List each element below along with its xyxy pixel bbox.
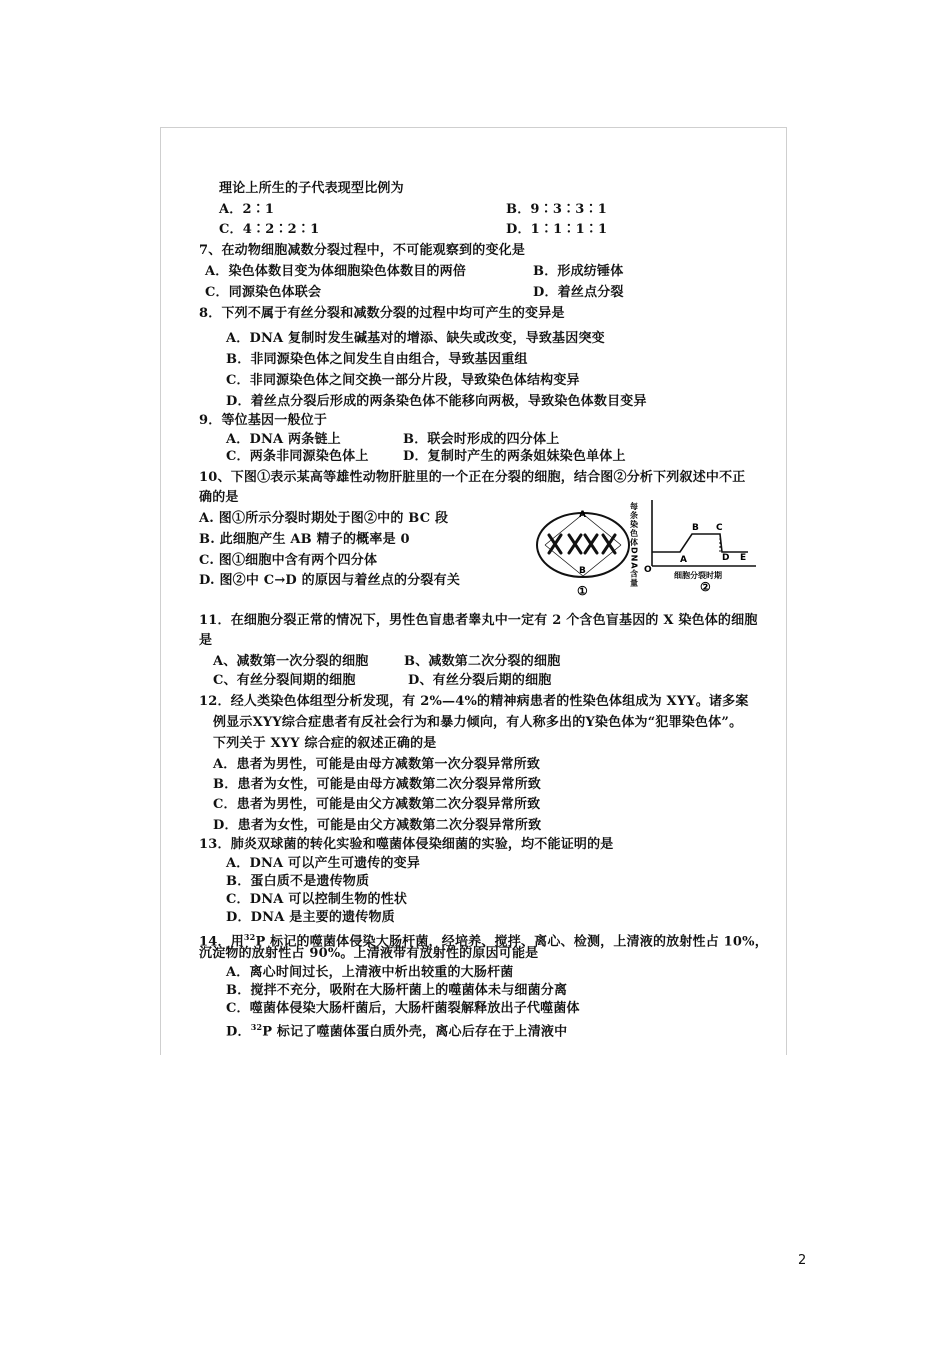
q6-option-b: B．9∶3∶3∶1 [506,202,607,217]
figure2-origin-label: O [644,565,652,575]
q13-option-b: B．蛋白质不是遗传物质 [226,874,370,889]
q13-option-a: A．DNA 可以产生可遗传的变异 [226,856,421,871]
page-number: 2 [798,1253,807,1268]
figure2-y-axis-label: 每条染色体DNA含量 [630,502,639,588]
q9-option-c: C．两条非同源染色体上 [226,449,369,464]
q7-stem: 7、在动物细胞减数分裂过程中，不可能观察到的变化是 [199,243,526,258]
figure1-label-a: A [579,510,586,520]
figure2-point-a: A [680,555,687,565]
q8-stem: 8．下列不属于有丝分裂和减数分裂的过程中均可产生的变异是 [199,306,565,321]
cell-division-figure-1 [535,507,631,599]
q12-option-d: D．患者为女性，可能是由父方减数第二次分裂异常所致 [213,818,542,833]
q14-stem-text: P 标记的噬菌体侵染大肠杆菌，经培养、搅拌、离心、检测，上清液的放射性占 10%， [255,934,768,950]
q12-stem: 12．经人类染色体组型分析发现，有 2%—4%的精神病患者的性染色体组成为 XYY。诸多案 [199,694,749,709]
figure2-point-e: E [740,553,747,563]
q14-stem-prefix: 14．用 [199,934,244,950]
dna-content-chart-figure-2 [630,494,760,594]
q13-option-d: D．DNA 是主要的遗传物质 [226,910,395,925]
q10-option-a: A. 图①所示分裂时期处于图②中的 BC 段 [199,511,449,526]
q8-option-c: C．非同源染色体之间交换一部分片段，导致染色体结构变异 [226,373,580,388]
q11-stem-continued: 是 [199,633,213,648]
q13-stem: 13．肺炎双球菌的转化实验和噬菌体侵染细菌的实验，均不能证明的是 [199,837,614,852]
q6-stem-continued: 理论上所生的子代表现型比例为 [219,181,404,196]
q9-option-a: A．DNA 两条链上 [226,432,341,447]
q14-stem-continued: 沉淀物的放射性占 90%。上清液带有放射性的原因可能是 [199,946,539,961]
q14-option-b: B．搅拌不充分，吸附在大肠杆菌上的噬菌体未与细菌分离 [226,983,568,998]
q12-option-a: A．患者为男性，可能是由母方减数第一次分裂异常所致 [213,757,541,772]
q13-option-c: C．DNA 可以控制生物的性状 [226,892,408,907]
q11-option-d: D、有丝分裂后期的细胞 [408,673,552,688]
figure2-point-b: B [692,523,699,533]
q10-stem: 10、下图①表示某高等雄性动物肝脏里的一个正在分裂的细胞，结合图②分析下列叙述中不正 [199,470,746,485]
q12-option-b: B．患者为女性，可能是由母方减数第二次分裂异常所致 [213,777,541,792]
q6-option-c: C．4∶2∶2∶1 [219,222,320,237]
q12-stem-continued: 例显示XYY综合症患者有反社会行为和暴力倾向，有人称多出的Y染色体为“犯罪染色体”。 [213,715,743,730]
q14-option-d-prefix: D． [226,1024,251,1040]
q14-isotope-superscript: 32 [243,932,256,942]
figure2-caption: ② [700,580,711,594]
q10-option-c: C. 图①细胞中含有两个四分体 [199,553,378,568]
figure2-point-c: C [716,523,723,533]
q10-option-d: D. 图②中 C→D 的原因与着丝点的分裂有关 [199,573,461,588]
figure1-label-b: B [579,566,586,576]
q12-option-c: C．患者为男性，可能是由父方减数第二次分裂异常所致 [213,797,541,812]
q9-stem: 9．等位基因一般位于 [199,413,328,428]
q10-stem-continued: 确的是 [199,490,239,505]
q11-stem: 11．在细胞分裂正常的情况下，男性色盲患者睾丸中一定有 2 个含色盲基因的 X 染色体的细胞 [199,613,758,628]
q8-option-a: A．DNA 复制时发生碱基对的增添、缺失或改变，导致基因突变 [226,331,605,346]
q12-question: 下列关于 XYY 综合症的叙述正确的是 [213,736,437,751]
q7-option-a: A．染色体数目变为体细胞染色体数目的两倍 [205,264,467,279]
figure2-x-axis-label: 细胞分裂时期 [674,571,722,580]
q7-option-c: C．同源染色体联会 [205,285,322,300]
q11-option-a: A、减数第一次分裂的细胞 [213,654,369,669]
q14-option-d [226,1019,567,1040]
figure1-caption: ① [577,584,588,598]
q14-option-d-superscript: 32 [250,1022,263,1032]
q6-option-a: A．2∶1 [219,202,275,217]
figure2-point-d: D [722,553,730,563]
q14-option-d-text: P 标记了噬菌体蛋白质外壳，离心后存在于上清液中 [262,1024,568,1040]
q14-option-a: A．离心时间过长，上清液中析出较重的大肠杆菌 [226,965,514,980]
q14-option-c: C．噬菌体侵染大肠杆菌后，大肠杆菌裂解释放出子代噬菌体 [226,1001,580,1016]
q6-option-d: D．1∶1∶1∶1 [506,222,608,237]
q8-option-d: D．着丝点分裂后形成的两条染色体不能移向两极，导致染色体数目变异 [226,394,647,409]
q8-option-b: B．非同源染色体之间发生自由组合，导致基因重组 [226,352,528,367]
q7-option-b: B．形成纺锤体 [533,264,624,279]
q10-option-b: B. 此细胞产生 AB 精子的概率是 0 [199,532,410,547]
q9-option-d: D．复制时产生的两条姐妹染色单体上 [403,449,626,464]
q7-option-d: D．着丝点分裂 [533,285,624,300]
q9-option-b: B．联会时形成的四分体上 [403,432,560,447]
q11-option-b: B、减数第二次分裂的细胞 [404,654,561,669]
q11-option-c: C、有丝分裂间期的细胞 [213,673,356,688]
